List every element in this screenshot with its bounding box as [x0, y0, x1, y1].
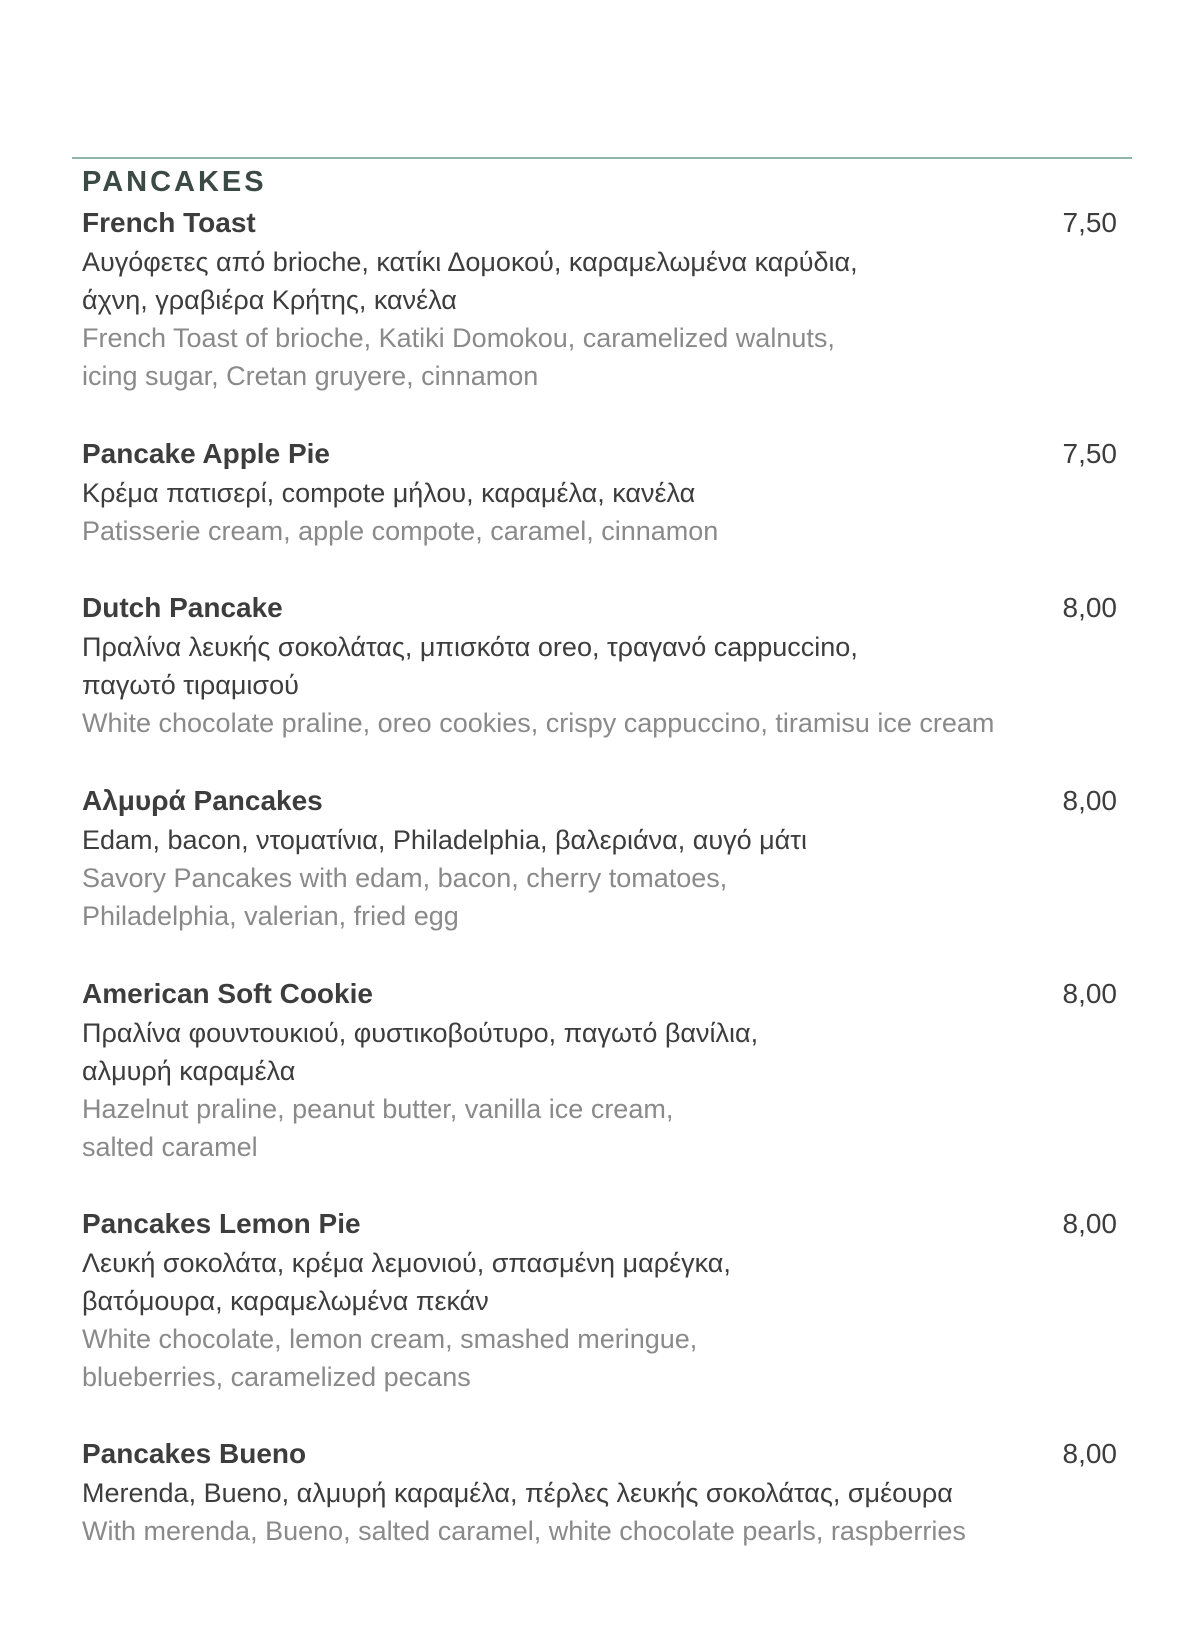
item-name: Dutch Pancake: [82, 592, 283, 623]
item-description-english: White chocolate praline, oreo cookies, crispy cappuccino, tiramisu ice cream: [82, 708, 995, 738]
item-header: [82, 590, 1117, 626]
item-description-greek: Πραλίνα φουντουκιού, φυστικοβούτυρο, παγωτό βανίλια, αλμυρή καραμέλα: [82, 1018, 759, 1086]
item-header: [82, 1206, 1117, 1242]
menu-item-french-toast: [82, 205, 1117, 395]
item-description-english: Patisserie cream, apple compote, caramel, cinnamon: [82, 516, 719, 546]
item-name: Pancakes Lemon Pie: [82, 1208, 361, 1239]
item-description-english: Savory Pancakes with edam, bacon, cherry tomatoes, Philadelphia, valerian, fried egg: [82, 863, 728, 931]
menu-item-pancakes-lemon-pie: [82, 1206, 1117, 1396]
item-description-greek: Λευκή σοκολάτα, κρέμα λεμονιού, σπασμένη μαρέγκα, βατόμουρα, καραμελωμένα πεκάν: [82, 1248, 731, 1316]
item-header: [82, 976, 1117, 1012]
menu-item-pancakes-bueno: [82, 1436, 1117, 1550]
menu-item-american-soft-cookie: [82, 976, 1117, 1166]
item-description-greek: Edam, bacon, ντοματίνια, Philadelphia, βαλεριάνα, αυγό μάτι: [82, 825, 807, 855]
item-name: American Soft Cookie: [82, 978, 373, 1009]
item-price: 8,00: [1062, 1208, 1117, 1239]
menu-item-savory-pancakes: [82, 783, 1117, 935]
menu-item-pancake-apple-pie: [82, 436, 1117, 550]
item-price: 8,00: [1062, 978, 1117, 1009]
item-price: 7,50: [1062, 438, 1117, 469]
menu-item-dutch-pancake: [82, 590, 1117, 742]
item-price: 8,00: [1062, 785, 1117, 816]
item-price: 7,50: [1062, 207, 1117, 238]
item-price: 8,00: [1062, 1438, 1117, 1469]
item-header: [82, 783, 1117, 819]
item-description-english: With merenda, Bueno, salted caramel, white chocolate pearls, raspberries: [82, 1516, 966, 1546]
item-description-english: French Toast of brioche, Katiki Domokou, caramelized walnuts, icing sugar, Cretan gruyere, cinnamon: [82, 323, 835, 391]
section-title: PANCAKES: [82, 166, 267, 198]
item-header: [82, 1436, 1117, 1472]
item-price: 8,00: [1062, 592, 1117, 623]
item-description-greek: Κρέμα πατισερί, compote μήλου, καραμέλα, κανέλα: [82, 478, 696, 508]
item-header: [82, 205, 1117, 241]
item-description-greek: Αυγόφετες από brioche, κατίκι Δομοκού, καραμελωμένα καρύδια, άχνη, γραβιέρα Κρήτης, κανέλα: [82, 247, 858, 315]
item-header: [82, 436, 1117, 472]
item-description-greek: Πραλίνα λευκής σοκολάτας, μπισκότα oreo, τραγανό cappuccino, παγωτό τιραμισού: [82, 632, 858, 700]
item-description-english: White chocolate, lemon cream, smashed meringue, blueberries, caramelized pecans: [82, 1324, 698, 1392]
item-name: Αλμυρά Pancakes: [82, 785, 323, 816]
item-description-greek: Merenda, Bueno, αλμυρή καραμέλα, πέρλες λευκής σοκολάτας, σμέουρα: [82, 1478, 953, 1508]
item-name: French Toast: [82, 207, 256, 238]
item-name: Pancake Apple Pie: [82, 438, 330, 469]
item-description-english: Hazelnut praline, peanut butter, vanilla ice cream, salted caramel: [82, 1094, 674, 1162]
item-name: Pancakes Bueno: [82, 1438, 307, 1469]
top-divider: [72, 157, 1132, 159]
